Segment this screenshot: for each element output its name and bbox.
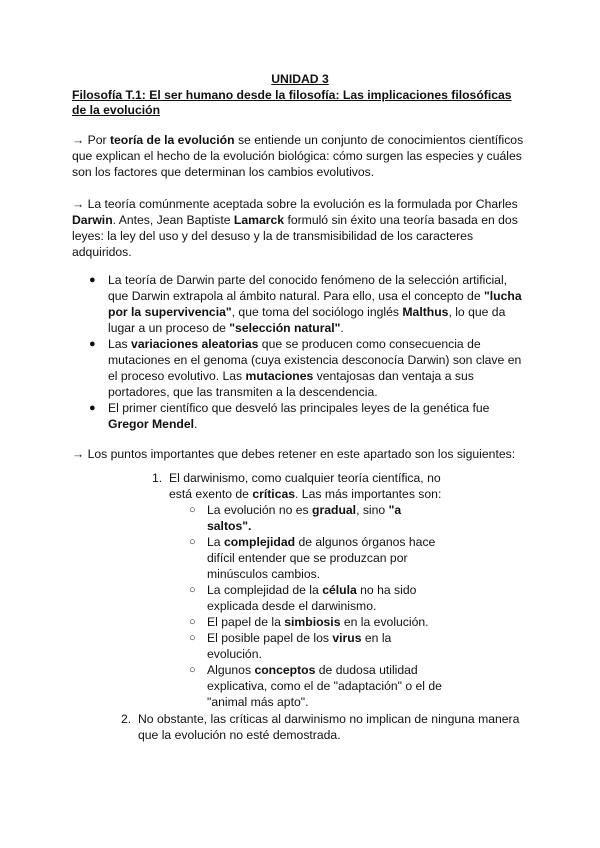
numbered-list	[72, 470, 528, 743]
paragraph-evolution-definition: → Por teoría de la evolución se entiende un conjunto de conocimientos científicos que explican el hecho de la evolución biológica: cómo surgen las especies y cuáles son los factores que determinan los cambios evolutivos.	[72, 133, 524, 179]
paragraph-darwin-lamarck: → La teoría comúnmente aceptada sobre la evolución es la formulada por Charles Darwin. Antes, Jean Baptiste Lamarck formuló sin éxito una teoría basada en dos leyes: la ley del uso y del desuso y la de transmisibilidad de los caracteres adquiridos.	[72, 197, 518, 259]
list-item: ● El primer científico que desveló las principales leyes de la genética fue Gregor Mendel.	[89, 401, 490, 431]
list-item: ○ El papel de la simbiosis en la evolución.	[189, 615, 429, 629]
criticism-list	[169, 502, 447, 710]
arrow-icon: →	[72, 197, 85, 211]
circle-bullet-icon: ○	[189, 664, 196, 676]
document-page	[72, 72, 528, 743]
circle-bullet-icon: ○	[189, 536, 196, 548]
list-item: ○ Algunos conceptos de dudosa utilidad explicativa, como el de "adaptación" o el de "animal más apto".	[189, 663, 442, 709]
arrow-icon: →	[72, 447, 85, 461]
numbered-item-2: 2. No obstante, las críticas al darwinismo no implican de ninguna manera que la evolución no esté demostrada.	[121, 712, 520, 742]
numbered-item-1: 1. El darwinismo, como cualquier teoría científica, no está exento de críticas. Las más importantes son: ○ La evolución no es gradual, sino "a saltos". ○ La complejidad de algunos órganos hace difícil entender que se produzcan por minúsculos cambios. ○ La complejidad de la célula no ha sido explicada desde el darwinismo. ○ El papel de la simbiosis en la evolución. ○ El posible papel de los virus en la evolución. ○ Algunos conceptos de dudosa utilidad explicativa, como el de "adaptación" o el de "animal más apto".	[169, 470, 459, 710]
bullet-icon: ●	[89, 274, 96, 286]
list-item: ● La teoría de Darwin parte del conocido fenómeno de la selección artificial, que Darwin extrapola al ámbito natural. Para ello, usa el concepto de "lucha por la supervivencia", que toma del sociólogo inglés Malthus, lo que da lugar a un proceso de "selección natural".	[89, 273, 522, 335]
list-item: ○ La complejidad de la célula no ha sido explicada desde el darwinismo.	[189, 583, 417, 613]
bullet-list	[72, 272, 528, 432]
list-item: ● Las variaciones aleatorias que se producen como consecuencia de mutaciones en el genoma (cuya existencia desconocía Darwin) son clave en el proceso evolutivo. Las mutaciones ventajosas dan ventaja a sus portadores, que las transmiten a la descendencia.	[89, 337, 522, 399]
list-item: ○ La evolución no es gradual, sino "a saltos".	[189, 503, 402, 533]
bullet-icon: ●	[89, 338, 96, 350]
list-item: ○ La complejidad de algunos órganos hace difícil entender que se produzcan por minúsculos cambios.	[189, 535, 436, 581]
circle-bullet-icon: ○	[189, 504, 196, 516]
circle-bullet-icon: ○	[189, 632, 196, 644]
arrow-icon: →	[72, 133, 85, 147]
bullet-icon: ●	[89, 402, 96, 414]
circle-bullet-icon: ○	[189, 616, 196, 628]
unit-title: UNIDAD 3	[271, 72, 329, 86]
item-number: 1.	[152, 471, 163, 485]
section-subtitle: Filosofía T.1: El ser humano desde la filosofía: Las implicaciones filosóficas de la evolución	[72, 88, 512, 117]
circle-bullet-icon: ○	[189, 584, 196, 596]
paragraph-key-points: → Los puntos importantes que debes retener en este apartado son los siguientes:	[72, 447, 516, 461]
list-item: ○ El posible papel de los virus en la evolución.	[189, 631, 392, 661]
item-number: 2.	[121, 712, 132, 726]
